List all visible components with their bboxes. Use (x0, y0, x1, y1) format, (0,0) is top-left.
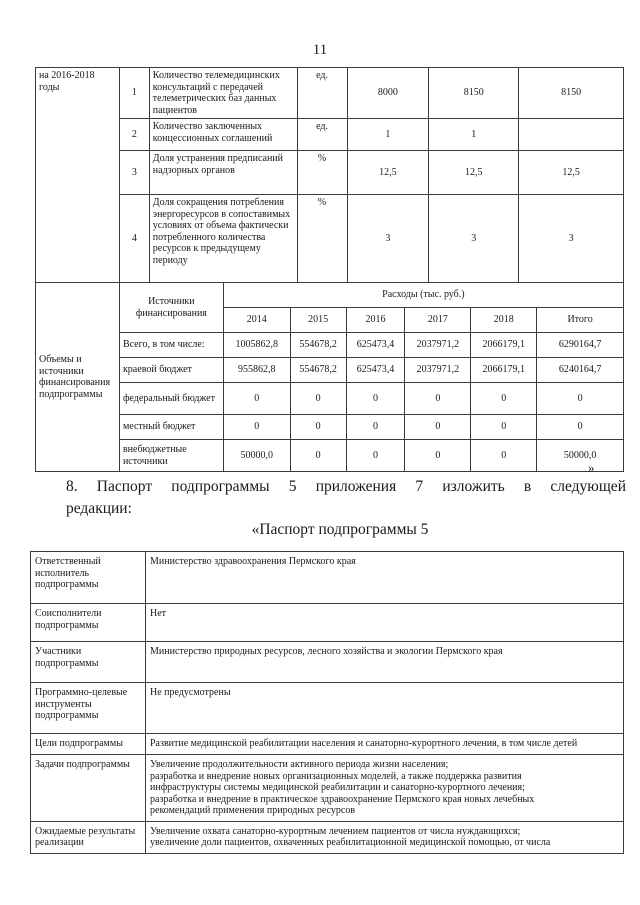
indicator-name: Доля устранения предписаний надзорных органов (149, 151, 297, 195)
table-row (31, 734, 624, 755)
amount: 554678,2 (290, 333, 346, 358)
table-row (31, 604, 624, 642)
amount: 50000,0 (223, 440, 290, 472)
passport-label: Задачи подпрограммы (31, 755, 146, 822)
indicator-value: 12,5 (429, 151, 519, 195)
table-row (36, 195, 624, 283)
table-row (36, 415, 624, 440)
amount-total: 6240164,7 (537, 358, 624, 383)
amount: 0 (405, 415, 471, 440)
result-line: увеличение доли пациентов, охваченных реабилитационной медицинской помощью, от числа (150, 837, 551, 848)
table-row (31, 755, 624, 822)
amount-total: 6290164,7 (537, 333, 624, 358)
amount: 2066179,1 (471, 333, 537, 358)
passport-label: Программно-целевые инструменты подпрограммы (31, 683, 146, 734)
expenses-header: Расходы (тыс. руб.) (223, 283, 623, 308)
amount: 1005862,8 (223, 333, 290, 358)
amount: 0 (471, 440, 537, 472)
passport-value (146, 755, 624, 822)
financing-row-label: Объемы и источники финансирования подпрограммы (36, 283, 120, 472)
passport-value: Не предусмотрены (146, 683, 624, 734)
source-label: федеральный бюджет (119, 383, 223, 415)
indicator-name: Количество заключенных концессионных соглашений (149, 119, 297, 151)
source-label: местный бюджет (119, 415, 223, 440)
passport-value: Министерство здравоохранения Пермского края (146, 552, 624, 604)
period-label: на 2016-2018 годы (36, 68, 120, 283)
amount: 0 (346, 415, 405, 440)
indicator-value: 3 (519, 195, 624, 283)
indicator-value: 12,5 (519, 151, 624, 195)
year-header: 2018 (471, 308, 537, 333)
year-header: 2014 (223, 308, 290, 333)
table-row (36, 333, 624, 358)
indicator-unit: ед. (297, 68, 347, 119)
amount-total: 0 (537, 415, 624, 440)
table-row (31, 642, 624, 683)
amount: 0 (223, 383, 290, 415)
year-header: 2016 (346, 308, 405, 333)
task-line: Увеличение продолжительности активного периода жизни населения; (150, 759, 449, 770)
table-row (36, 383, 624, 415)
amendment-paragraph-line2: редакции: (66, 500, 132, 517)
year-header: 2017 (405, 308, 471, 333)
table-row (36, 358, 624, 383)
amount-total: 50000,0 (537, 440, 624, 472)
indicator-value: 1 (347, 119, 429, 151)
indicator-value: 8000 (347, 68, 429, 119)
sources-header: Источники финансирования (119, 283, 223, 333)
task-line: разработка и внедрение новых организационных моделей, а также поддержка развития (150, 770, 522, 782)
amount-total: 0 (537, 383, 624, 415)
indicator-value: 3 (347, 195, 429, 283)
table-row (36, 151, 624, 195)
result-line: Увеличение охвата санаторно-курортным лечением пациентов от числа нуждающихся; (150, 825, 521, 837)
indicator-unit: % (297, 151, 347, 195)
indicator-value (519, 119, 624, 151)
passport-label: Цели подпрограммы (31, 734, 146, 755)
indicator-value: 12,5 (347, 151, 429, 195)
amount: 625473,4 (346, 358, 405, 383)
passport-label: Ожидаемые результаты реализации (31, 821, 146, 853)
amount: 0 (405, 383, 471, 415)
table-row (31, 552, 624, 604)
amount: 2037971,2 (405, 358, 471, 383)
indicator-value: 8150 (519, 68, 624, 119)
year-header: 2015 (290, 308, 346, 333)
amount: 2066179,1 (471, 358, 537, 383)
amount: 0 (290, 415, 346, 440)
passport-table (30, 551, 624, 854)
row-number: 2 (119, 119, 149, 151)
table-row (36, 68, 624, 119)
amount: 0 (471, 415, 537, 440)
table-row (36, 440, 624, 472)
closing-quote: » (588, 460, 595, 475)
passport-title: «Паспорт подпрограммы 5 (251, 521, 429, 538)
amount: 0 (290, 440, 346, 472)
indicator-value: 8150 (429, 68, 519, 119)
total-header: Итого (537, 308, 624, 333)
table-row (36, 119, 624, 151)
amount: 0 (223, 415, 290, 440)
amount: 0 (471, 383, 537, 415)
passport-label: Соисполнители подпрограммы (31, 604, 146, 642)
amount: 0 (290, 383, 346, 415)
amount: 0 (346, 440, 405, 472)
amount: 625473,4 (346, 333, 405, 358)
table-row (31, 683, 624, 734)
indicator-name: Количество телемедицинских консультаций с передачей телеметрических баз данных пациентов (149, 68, 297, 119)
task-line: инфраструктуры системы медицинской реабилитации и санаторно-курортного лечения; (150, 782, 525, 793)
page-number: 11 (312, 42, 328, 58)
amount: 2037971,2 (405, 333, 471, 358)
source-label: внебюджетные источники (119, 440, 223, 472)
indicator-unit: % (297, 195, 347, 283)
indicator-unit: ед. (297, 119, 347, 151)
indicator-value: 3 (429, 195, 519, 283)
task-line: рекомендаций применения природных ресурсов (150, 805, 356, 816)
indicator-value: 1 (429, 119, 519, 151)
row-number: 4 (119, 195, 149, 283)
table-row (31, 821, 624, 853)
passport-label: Участники подпрограммы (31, 642, 146, 683)
passport-value: Развитие медицинской реабилитации населения и санаторно-курортного лечения, в том числе детей (146, 734, 624, 755)
indicators-table (35, 67, 624, 283)
amount: 0 (405, 440, 471, 472)
amendment-paragraph-line1: 8. Паспорт подпрограммы 5 приложения 7 изложить в следующей (66, 478, 626, 495)
indicator-name: Доля сокращения потребления энергоресурсов в сопоставимых условиях от объема фактически потребленного количества ресурсов к предыдущему периоду (149, 195, 297, 283)
amount: 554678,2 (290, 358, 346, 383)
amount: 0 (346, 383, 405, 415)
source-label: краевой бюджет (119, 358, 223, 383)
passport-label: Ответственный исполнитель подпрограммы (31, 552, 146, 604)
passport-value: Министерство природных ресурсов, лесного хозяйства и экологии Пермского края (146, 642, 624, 683)
task-line: разработка и внедрение в практическое здравоохранение Пермского края новых лечебных (150, 793, 535, 805)
financing-table (35, 282, 624, 472)
source-label: Всего, в том числе: (119, 333, 223, 358)
row-number: 3 (119, 151, 149, 195)
row-number: 1 (119, 68, 149, 119)
passport-value (146, 821, 624, 853)
passport-value: Нет (146, 604, 624, 642)
amount: 955862,8 (223, 358, 290, 383)
